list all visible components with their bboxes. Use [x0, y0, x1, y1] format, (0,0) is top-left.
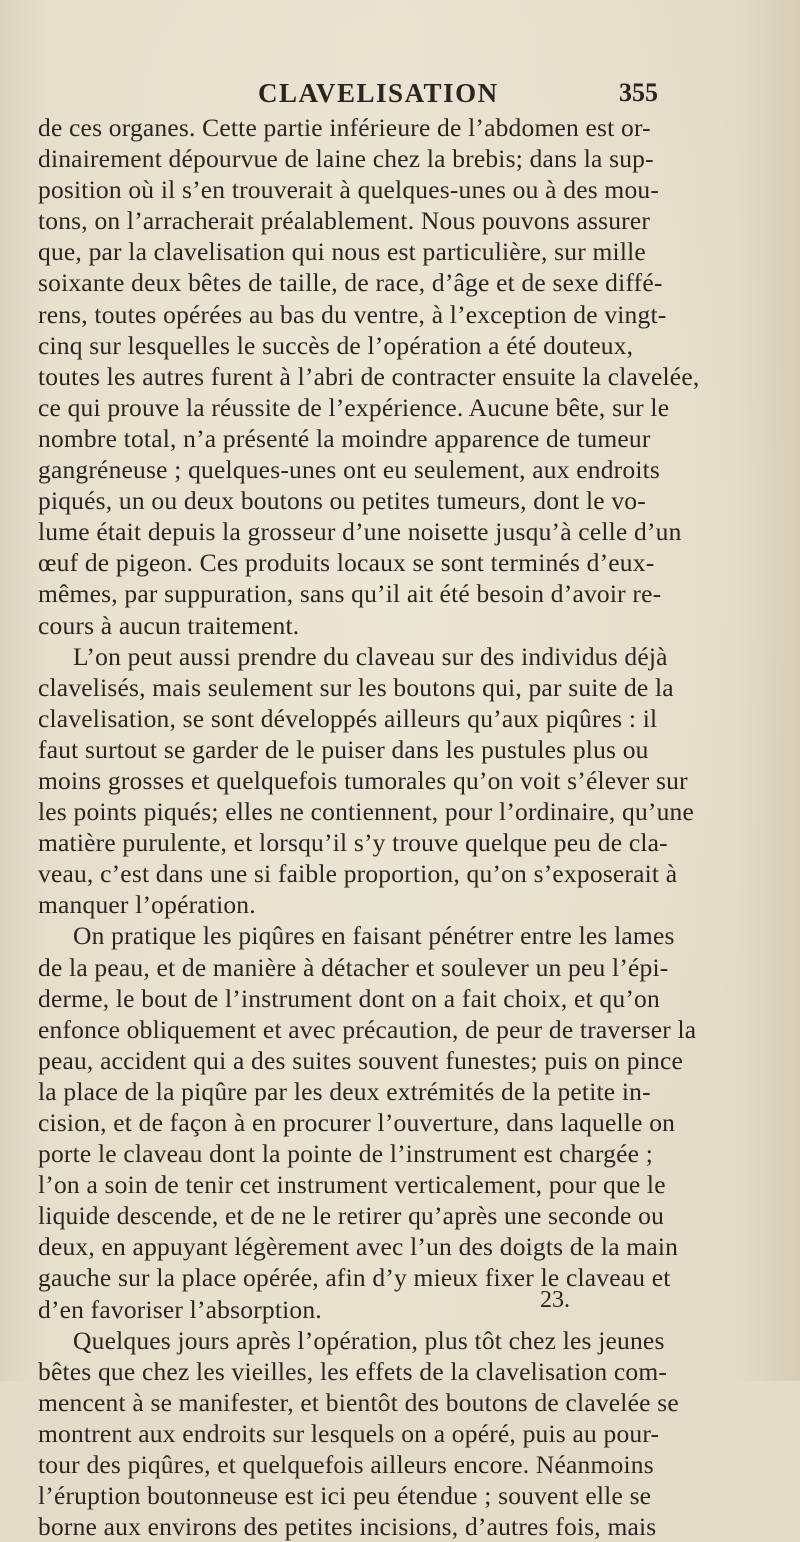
text-line: soixante deux bêtes de taille, de race, d’âge et de sexe diffé- — [38, 268, 663, 298]
paragraph-start-line: Quelques jours après l’opération, plus tôt chez les jeunes — [73, 1325, 665, 1355]
paragraph-start-line: L’on peut aussi prendre du claveau sur des individus déjà — [73, 641, 668, 671]
text-line: mêmes, par suppuration, sans qu’il ait été besoin d’avoir re- — [38, 579, 662, 609]
text-line: l’on a soin de tenir cet instrument verticalement, pour que le — [38, 1170, 666, 1200]
text-line: liquide descende, et de ne le retirer qu’après une seconde ou — [38, 1201, 665, 1231]
text-line: nombre total, n’a présenté la moindre apparence de tumeur — [38, 423, 651, 453]
text-line: deux, en appuyant légèrement avec l’un des doigts de la main — [38, 1232, 679, 1262]
text-line: de ces organes. Cette partie inférieure de l’abdomen est or- — [38, 113, 651, 142]
text-line: dinairement dépourvue de laine chez la brebis; dans la sup- — [38, 144, 654, 174]
text-line: l’éruption boutonneuse est ici peu étendue ; souvent elle se — [38, 1481, 652, 1511]
text-line: gauche sur la place opérée, afin d’y mieux fixer le claveau et — [38, 1263, 671, 1293]
text-line: position où il s’en trouverait à quelques-unes ou à des mou- — [38, 175, 660, 205]
text-line: de la peau, et de manière à détacher et soulever un peu l’épi- — [38, 952, 669, 982]
text-line: mencent à se manifester, et bientôt des boutons de clavelée se — [38, 1387, 679, 1417]
text-line: que, par la clavelisation qui nous est particulière, sur mille — [38, 237, 646, 267]
text-line: tons, on l’arracherait préalablement. Nous pouvons assurer — [38, 206, 651, 236]
paragraph-start-line: On pratique les piqûres en faisant pénétrer entre les lames — [73, 921, 675, 951]
text-line: manquer l’opération. — [38, 890, 256, 920]
text-line: peau, accident qui a des suites souvent funestes; puis on pince — [38, 1045, 683, 1075]
text-line: piqués, un ou deux boutons ou petites tumeurs, dont le vo- — [38, 486, 646, 516]
text-line: d’en favoriser l’absorption. — [38, 1294, 322, 1324]
text-line: la place de la piqûre par les deux extrémités de la petite in- — [38, 1076, 651, 1106]
text-line: cinq sur lesquelles le succès de l’opération a été douteux, — [38, 330, 634, 360]
text-line: veau, c’est dans une si faible proportion, qu’on s’exposerait à — [38, 859, 678, 889]
text-line: rens, toutes opérées au bas du ventre, à l’exception de vingt- — [38, 299, 667, 329]
text-line: toutes les autres furent à l’abri de contracter ensuite la clavelée, — [38, 361, 700, 391]
text-line: porte le claveau dont la pointe de l’instrument est chargée ; — [38, 1139, 654, 1169]
text-line: enfonce obliquement et avec précaution, de peur de traverser la — [38, 1014, 697, 1044]
page-number: 355 — [619, 78, 658, 107]
text-line: lume était depuis la grosseur d’une noisette jusqu’à celle d’un — [38, 517, 682, 547]
text-line: cours à aucun traitement. — [38, 610, 300, 640]
text-line: bêtes que chez les vieilles, les effets de la clavelisation com- — [38, 1356, 668, 1386]
signature-mark: 23. — [540, 1287, 570, 1313]
text-line: gangréneuse ; quelques-unes ont eu seulement, aux endroits — [38, 455, 661, 485]
text-line: clavelisés, mais seulement sur les boutons qui, par suite de la — [38, 672, 674, 702]
text-line: montrent aux endroits sur lesquels on a opéré, puis au pour- — [38, 1418, 660, 1448]
text-line: faut surtout se garder de le puiser dans les pustules plus ou — [38, 734, 649, 764]
text-line: clavelisation, se sont développés ailleurs qu’aux piqûres : il — [38, 703, 658, 733]
text-line: tour des piqûres, et quelquefois ailleurs encore. Néanmoins — [38, 1450, 654, 1480]
text-line: cision, et de façon à en procurer l’ouverture, dans laquelle on — [38, 1108, 676, 1137]
text-line: œuf de pigeon. Ces produits locaux se sont terminés d’eux- — [38, 548, 655, 578]
text-line: ce qui prouve la réussite de l’expérience. Aucune bête, sur le — [38, 392, 670, 422]
text-line: les points piqués; elles ne contiennent, pour l’ordinaire, qu’une — [38, 797, 695, 827]
text-line: borne aux environs des petites incisions, d’autres fois, mais — [38, 1512, 657, 1542]
running-title: CLAVELISATION — [258, 78, 499, 108]
text-line: moins grosses et quelquefois tumorales qu’on voit s’élever sur — [38, 765, 688, 795]
text-line: derme, le bout de l’instrument dont on a fait choix, et qu’on — [38, 983, 660, 1013]
text-line: matière purulente, et lorsqu’il s’y trouve quelque peu de cla- — [38, 828, 668, 858]
body-text — [38, 112, 770, 1542]
